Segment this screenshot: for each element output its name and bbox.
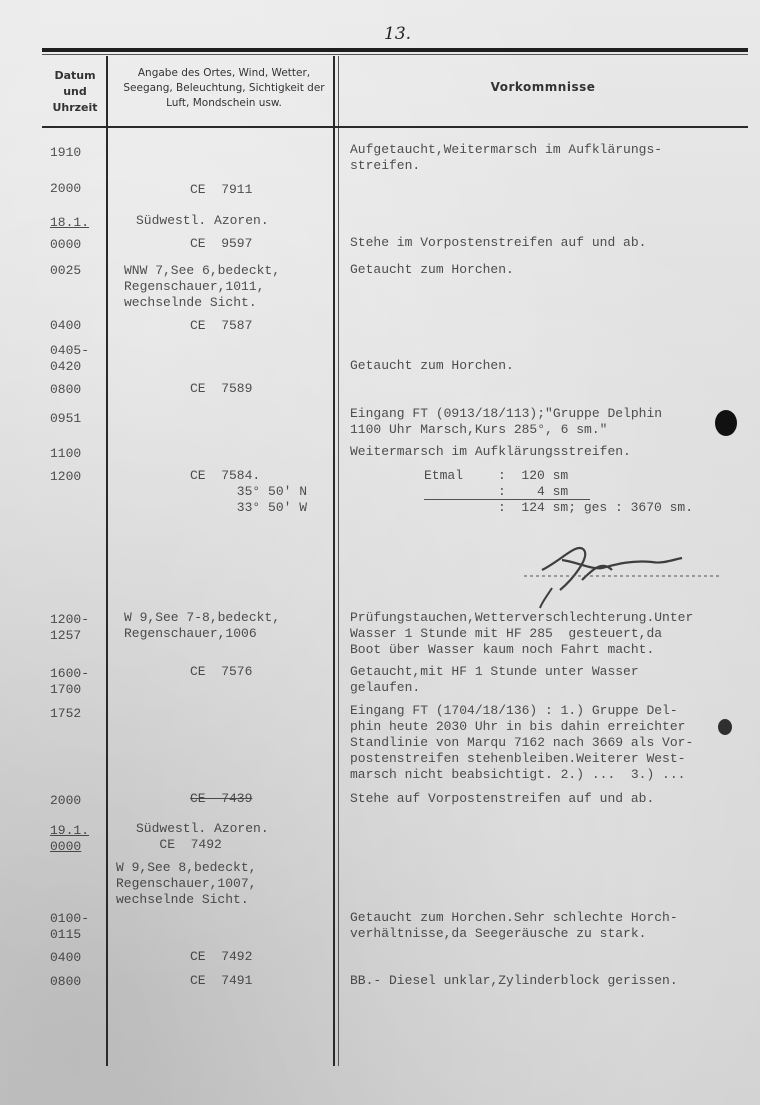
row-place: CE 7911 <box>190 182 253 197</box>
row-event: Getaucht zum Horchen. <box>350 358 514 373</box>
header-bottom-rule <box>42 126 748 128</box>
row-time: 0025 <box>50 263 82 278</box>
row-time: 1600- 1700 <box>50 666 90 697</box>
row-time: 0800 <box>50 382 82 397</box>
row-event: BB.- Diesel unklar,Zylinderblock gerissen. <box>350 973 678 988</box>
row-place: W 9,See 7-8,bedeckt, Regenschauer,1006 <box>124 610 281 641</box>
row-event: Getaucht zum Horchen. <box>350 262 514 277</box>
row-event: Getaucht,mit HF 1 Stunde unter Wasser gelaufen. <box>350 664 639 695</box>
row-time: 0405- 0420 <box>50 343 90 374</box>
row-time: 2000 <box>50 793 82 808</box>
column-divider-2 <box>333 56 335 1066</box>
row-time: 0400 <box>50 950 82 965</box>
row-time: 1200- 1257 <box>50 612 90 643</box>
row-place: CE 7589 <box>190 381 253 396</box>
row-date: 19.1. 0000 <box>50 823 90 854</box>
page-number: 13. <box>384 24 412 44</box>
row-event: Getaucht zum Horchen.Sehr schlechte Horch- verhältnisse,da Seegeräusche zu stark. <box>350 910 678 941</box>
row-time: 1200 <box>50 469 82 484</box>
punch-hole <box>718 719 732 735</box>
row-place: W 9,See 8,bedeckt, Regenschauer,1007, wechselnde Sicht. <box>116 860 257 907</box>
row-event: Prüfungstauchen,Wetterverschlechterung.Unter Wasser 1 Stunde mit HF 285 gesteuert,da Boot über Wasser kaum noch Fahrt macht. <box>350 610 694 657</box>
row-time: 1910 <box>50 145 82 160</box>
row-event: Stehe auf Vorpostenstreifen auf und ab. <box>350 791 655 806</box>
row-time: 0000 <box>50 237 82 252</box>
header-location-weather: Angabe des Ortes, Wind, Wetter, Seegang, Beleuchtung, Sichtigkeit der Luft, Mondschein usw. <box>123 67 325 109</box>
column-divider-1 <box>106 56 108 1066</box>
punch-hole <box>715 410 737 436</box>
column-divider-2b <box>338 56 339 1066</box>
row-time: 1752 <box>50 706 82 721</box>
header-date-time: Datum und Uhrzeit <box>52 69 98 114</box>
row-time: 2000 <box>50 181 82 196</box>
header-rule <box>42 48 748 52</box>
row-place: CE 7587 <box>190 318 253 333</box>
row-event: Aufgetaucht,Weitermarsch im Aufklärungs- streifen. <box>350 142 663 173</box>
row-place: CE 9597 <box>190 236 253 251</box>
row-place: WNW 7,See 6,bedeckt, Regenschauer,1011, wechselnde Sicht. <box>124 263 281 310</box>
header-events: Vorkommnisse <box>490 80 596 94</box>
row-event: Eingang FT (0913/18/113);"Gruppe Delphin 1100 Uhr Marsch,Kurs 285°, 6 sm." <box>350 406 663 437</box>
header-rule-thin <box>42 54 748 55</box>
row-place: CE 7491 <box>190 973 253 988</box>
row-place: CE 7584. 35° 50' N 33° 50' W <box>190 468 308 515</box>
row-time: 1100 <box>50 446 82 461</box>
row-time: 0400 <box>50 318 82 333</box>
row-place: CE 7576 <box>190 664 253 679</box>
row-event: Eingang FT (1704/18/136) : 1.) Gruppe Del- phin heute 2030 Uhr in bis dahin erreichter Standlinie von Marqu 7162 nach 3669 als Vor- postenstreifen stehenbleiben.Weiterer West- marsch nicht beabsichtigt. 2.) ... 3.) ... <box>350 703 694 782</box>
etmal-label: Etmal <box>424 468 464 483</box>
row-place: Südwestl. Azoren. CE 7492 <box>136 821 269 852</box>
etmal-line-3: : 124 sm; ges : 3670 sm. <box>498 500 694 515</box>
row-time: 0800 <box>50 974 82 989</box>
etmal-line-1: : 120 sm <box>498 468 569 483</box>
row-place: CE 7439 <box>190 791 253 806</box>
row-place: Südwestl. Azoren. <box>136 213 269 228</box>
row-place: CE 7492 <box>190 949 253 964</box>
signature <box>522 530 722 615</box>
row-time: 0100- 0115 <box>50 911 90 942</box>
etmal-line-2: : 4 sm <box>498 484 569 499</box>
row-event: Weitermarsch im Aufklärungsstreifen. <box>350 444 631 459</box>
row-event: Stehe im Vorpostenstreifen auf und ab. <box>350 235 647 250</box>
row-time: 0951 <box>50 411 82 426</box>
row-date: 18.1. <box>50 215 90 230</box>
